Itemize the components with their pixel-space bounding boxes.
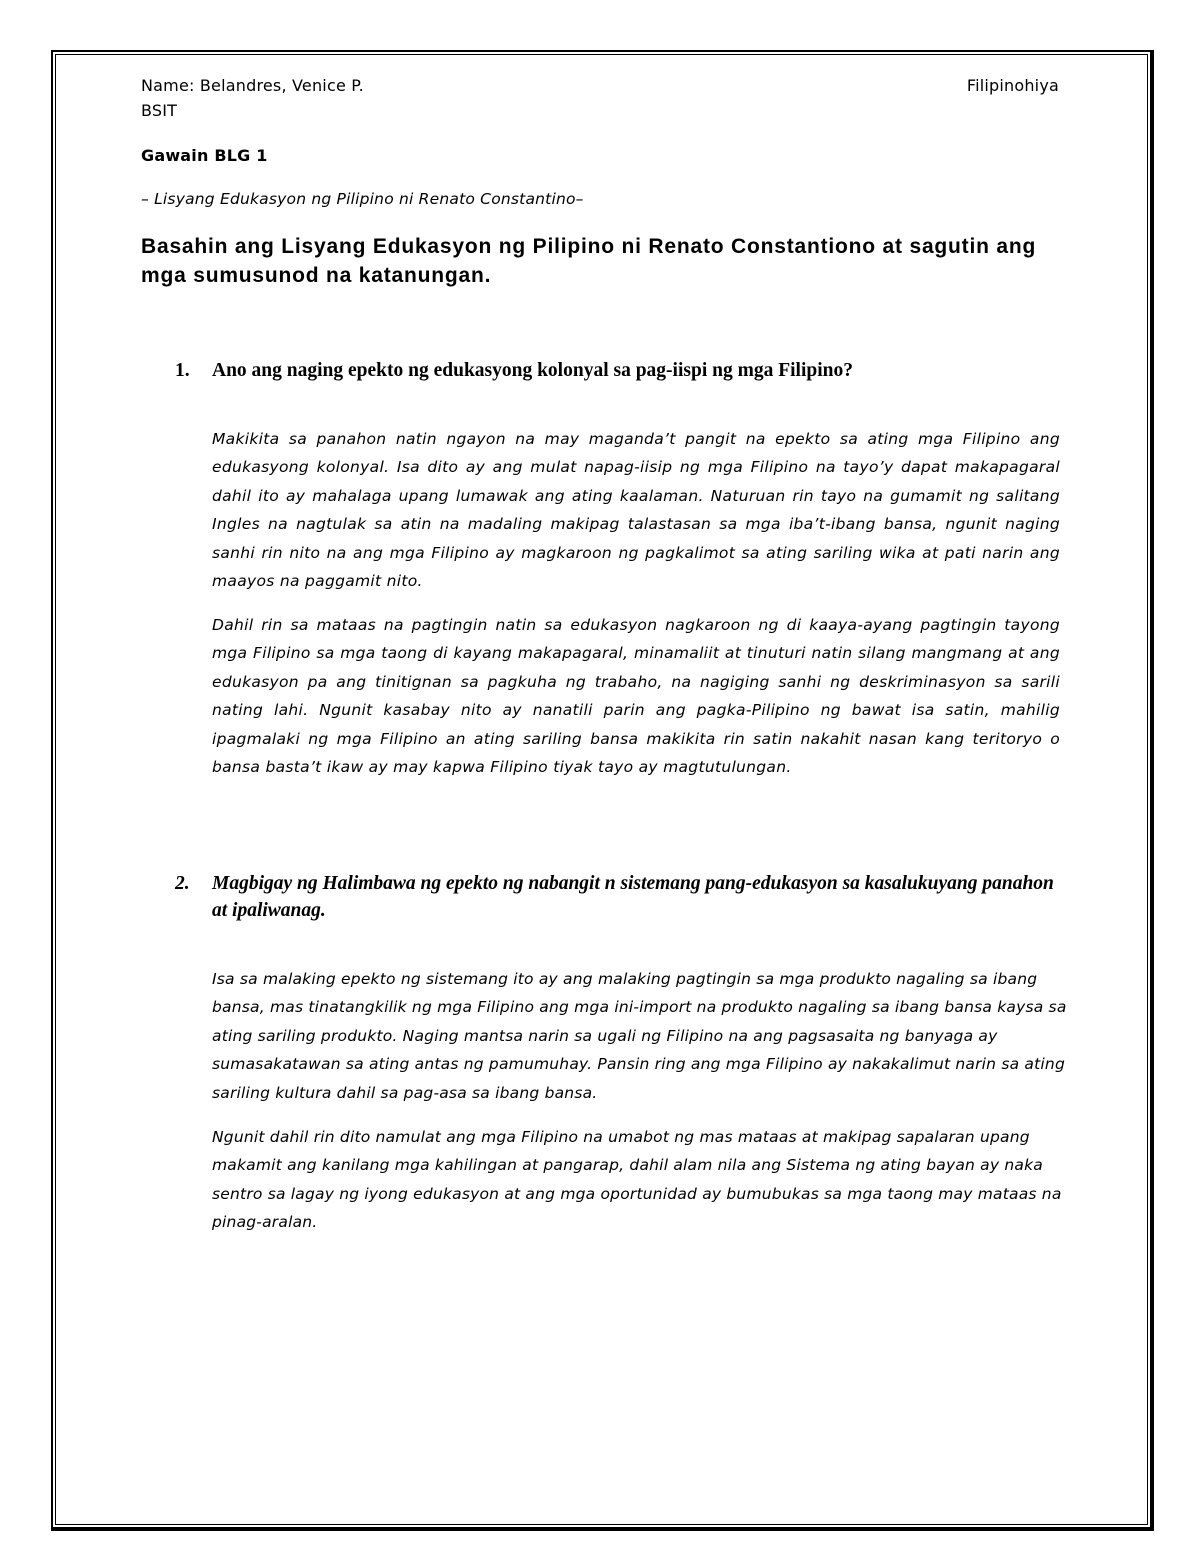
answer-1-paragraph-2: Dahil rin sa mataas na pagtingin natin sa edukasyon nagkaroon ng di kaaya-ayang pagtingin tayong mga Filipino sa mga taong di kayang makapagaral, minamaliit at tinuturi natin silang mangmang at ang edukasyon pa ang tinitignan sa pagkuha ng trabaho, na nagiging sanhi ng deskriminasyon sa sarili nating lahi. Ngunit kasabay nito ay nanatili parin ang pagka-Pilipino ng bawat isa satin, mahilig ipagmalaki ng mga Filipino an ating sariling bansa makikita rin satin nakahit nasan kang teritoryo o bansa basta’t ikaw ay may kapwa Filipino tiyak tayo ay magtutulungan. — [212, 616, 1060, 777]
subject-name: Filipinohiya — [966, 76, 1059, 95]
question-2-text: Magbigay ng Halimbawa ng epekto ng nabangit n sistemang pang-edukasyon sa kasalukuyang panahon at ipaliwanag. — [212, 873, 1054, 921]
student-name: Name: Belandres, Venice P. — [141, 76, 364, 95]
instructions-heading: Basahin ang Lisyang Edukasyon ng Pilipino ni Renato Constantiono at sagutin ang mga sumusunod na katanungan. — [141, 235, 1037, 287]
question-1-text: Ano ang naging epekto ng edukasyong kolonyal sa pag-iispi ng mga Filipino? — [212, 360, 853, 381]
document-subtitle: – Lisyang Edukasyon ng Pilipino ni Renato Constantino– — [141, 190, 584, 208]
question-1-number: 1. — [175, 360, 190, 381]
activity-title: Gawain BLG 1 — [141, 146, 268, 165]
answer-2-paragraph-1: Isa sa malaking epekto ng sistemang ito ay ang malaking pagtingin sa mga produkto nagaling sa ibang bansa, mas tinatangkilik ng mga Filipino ang mga ini-import na produkto nagaling sa ibang bansa kaysa sa ating sariling produkto. Naging mantsa narin sa ugali ng Filipino na ang pagsasaita ng banyaga ay sumasakatawan sa ating antas ng pamumuhay. Pansin ring ang mga Filipino ay nakakalimut narin sa ating sariling kultura dahil sa pag-asa sa ibang bansa. — [212, 970, 1067, 1102]
student-course: BSIT — [141, 101, 178, 120]
answer-2-paragraph-2: Ngunit dahil rin dito namulat ang mga Filipino na umabot ng mas mataas at makipag sapalaran upang makamit ang kanilang mga kahilingan at pangarap, dahil alam nila ang Sistema ng ating bayan ay naka sentro sa lagay ng iyong edukasyon at ang mga oportunidad ay bumubukas sa mga taong may mataas na pinag-aralan. — [212, 1128, 1062, 1232]
answer-1-paragraph-1: Makikita sa panahon natin ngayon na may maganda’t pangit na epekto sa ating mga Filipino ang edukasyong kolonyal. Isa dito ay ang mulat napag-iisip ng mga Filipino na tayo’y dapat makapagaral dahil ito ay mahalaga upang lumawak ang ating kaalaman. Naturuan rin tayo na gumamit ng salitang Ingles na nagtulak sa atin na madaling makipag talastasan sa mga iba’t-ibang bansa, ngunit naging sanhi rin nito na ang mga Filipino ay magkaroon ng pagkalimot sa ating sariling wika at pati narin ang maayos na paggamit nito. — [212, 430, 1060, 591]
question-2-number: 2. — [175, 873, 190, 894]
